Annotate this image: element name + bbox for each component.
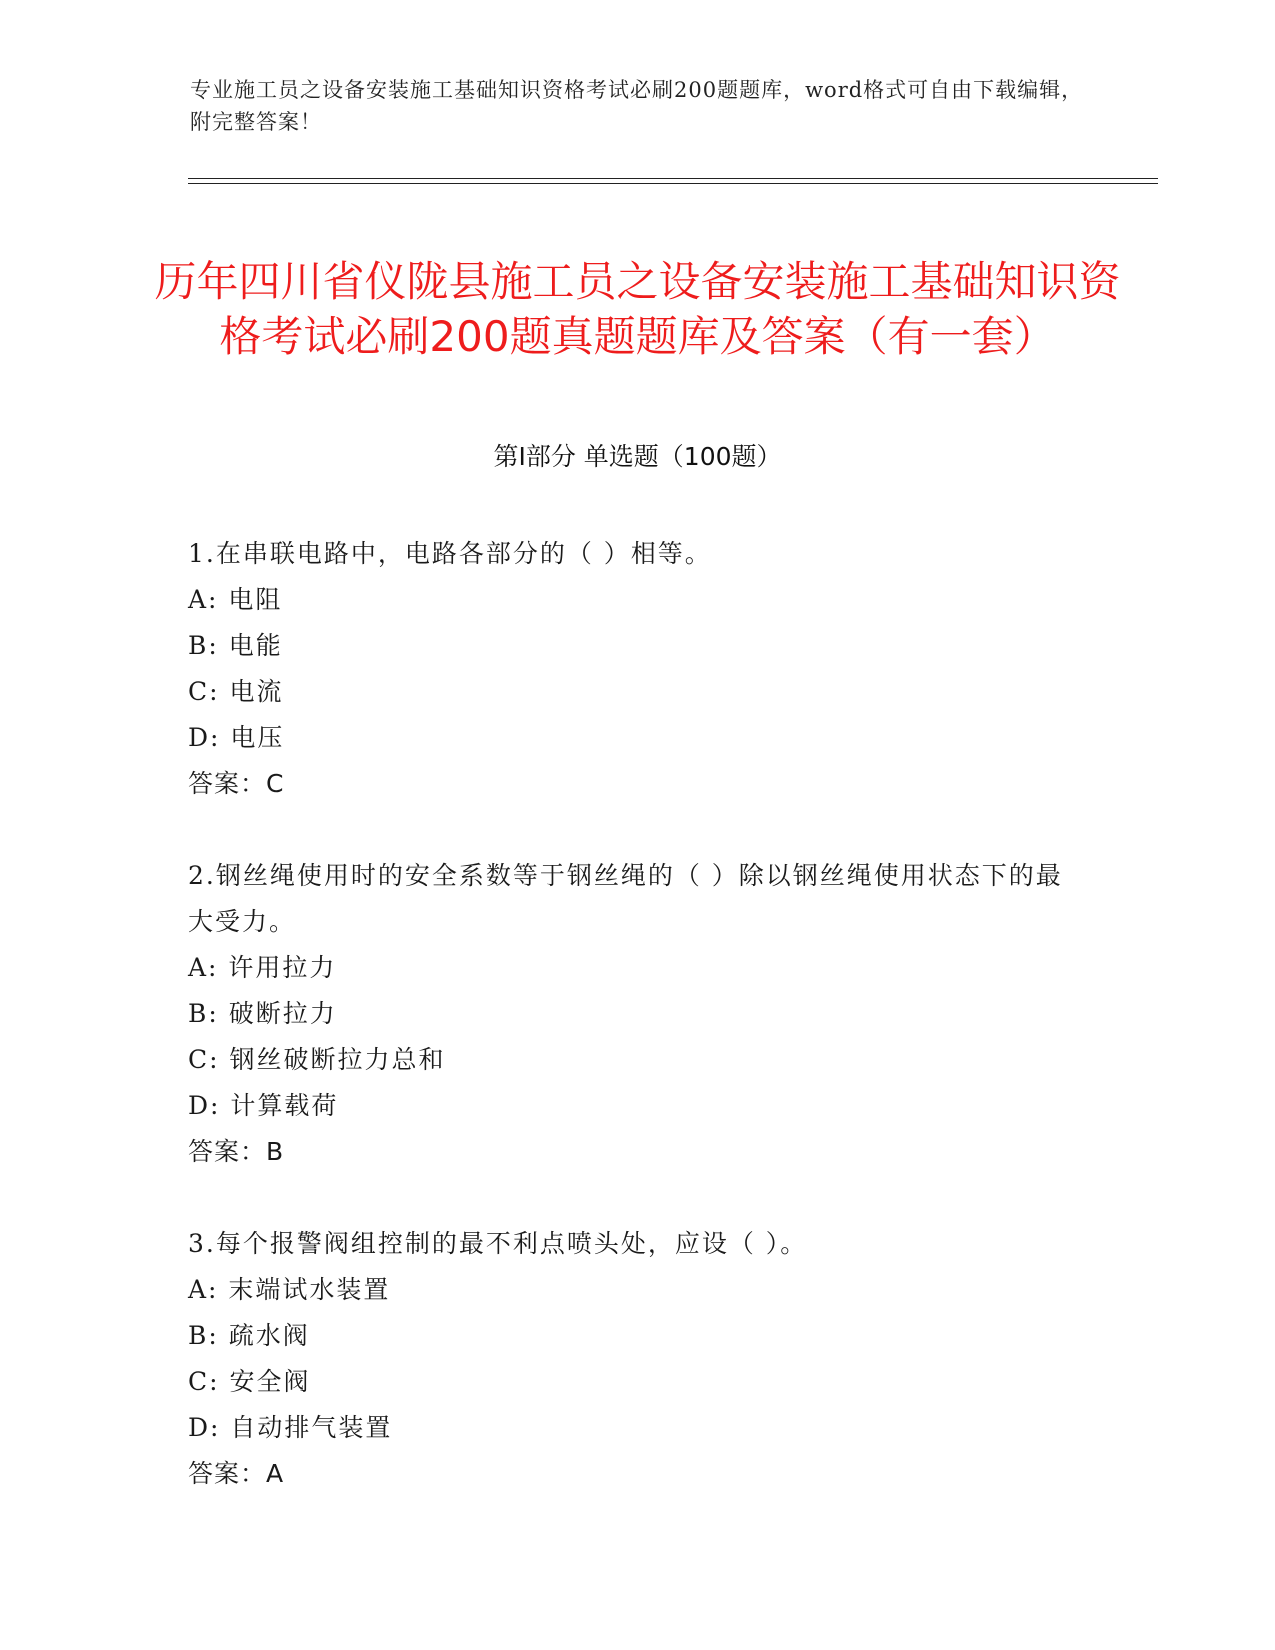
option-c: C: 电流 bbox=[188, 677, 284, 706]
document-title: 历年四川省仪陇县施工员之设备安装施工基础知识资格考试必刷200题真题题库及答案（有一套） bbox=[154, 257, 1121, 362]
question-1 bbox=[188, 531, 1088, 807]
option-d: D: 计算载荷 bbox=[188, 1091, 339, 1120]
option-b: B: 电能 bbox=[188, 631, 283, 660]
option-c: C: 钢丝破断拉力总和 bbox=[188, 1045, 446, 1074]
section-heading: 第Ⅰ部分 单选题（100题） bbox=[493, 442, 782, 471]
header-divider-thin bbox=[188, 183, 1158, 184]
option-b: B: 疏水阀 bbox=[188, 1321, 310, 1350]
option-a: A: 许用拉力 bbox=[188, 953, 337, 982]
question-stem: 1.在串联电路中，电路各部分的（ ）相等。 bbox=[188, 539, 712, 568]
header-note: 专业施工员之设备安装施工基础知识资格考试必刷200题题库，word格式可自由下载编辑，附完整答案！ bbox=[190, 78, 1084, 134]
answer-line: 答案：A bbox=[188, 1459, 285, 1488]
question-stem: 2.钢丝绳使用时的安全系数等于钢丝绳的（ ）除以钢丝绳使用状态下的最大受力。 bbox=[188, 861, 1063, 936]
answer-line: 答案：C bbox=[188, 769, 285, 798]
option-b: B: 破断拉力 bbox=[188, 999, 337, 1028]
answer-line: 答案：B bbox=[188, 1137, 285, 1166]
option-c: C: 安全阀 bbox=[188, 1367, 311, 1396]
question-stem: 3.每个报警阀组控制的最不利点喷头处，应设（ ）。 bbox=[188, 1229, 808, 1258]
question-3 bbox=[188, 1221, 1088, 1497]
question-2 bbox=[188, 853, 1088, 1175]
option-a: A: 电阻 bbox=[188, 585, 283, 614]
option-d: D: 自动排气装置 bbox=[188, 1413, 393, 1442]
header-divider-thick bbox=[188, 178, 1158, 179]
option-a: A: 末端试水装置 bbox=[188, 1275, 391, 1304]
option-d: D: 电压 bbox=[188, 723, 285, 752]
